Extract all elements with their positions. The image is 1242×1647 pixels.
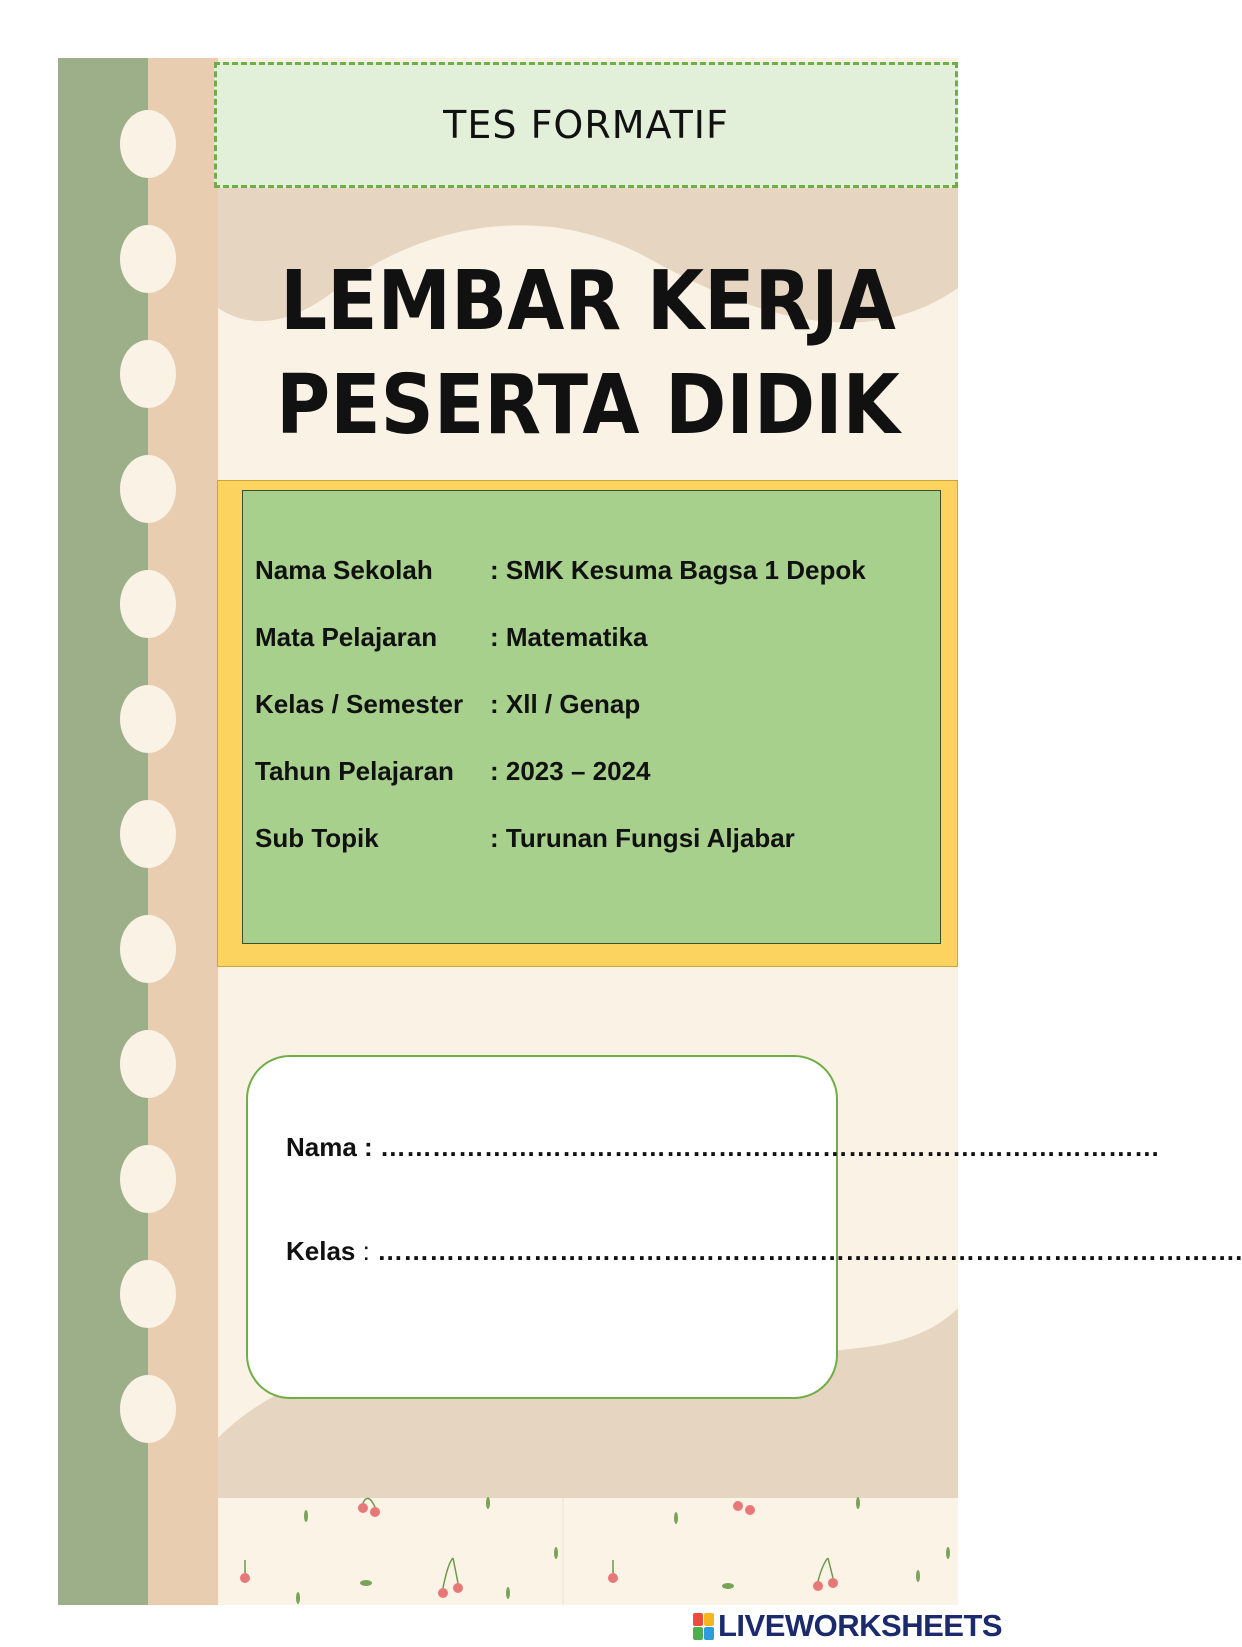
student-class-label: Kelas	[286, 1236, 356, 1266]
leaf-icon	[946, 1547, 950, 1559]
student-class-separator: :	[355, 1236, 378, 1266]
info-value: : 2023 – 2024	[490, 756, 651, 786]
info-label: Kelas / Semester	[255, 689, 464, 719]
logo-block	[693, 1627, 703, 1640]
cherry-pattern	[218, 1498, 958, 1605]
student-name-label: Nama	[286, 1132, 357, 1162]
binder-hole	[120, 1260, 176, 1328]
leaf-icon	[296, 1592, 300, 1604]
leaf-icon	[674, 1512, 678, 1524]
logo-block	[693, 1613, 703, 1626]
info-label: Tahun Pelajaran	[255, 756, 454, 786]
leaf-icon	[360, 1580, 372, 1586]
leaf-icon	[554, 1547, 558, 1559]
student-class-blank[interactable]: ……………………………………………………………………………………….	[377, 1236, 1242, 1266]
leaf-icon	[486, 1497, 490, 1509]
leaf-icon	[506, 1587, 510, 1599]
binder-hole	[120, 915, 176, 983]
info-value: : Turunan Fungsi Aljabar	[490, 823, 795, 853]
info-label: Mata Pelajaran	[255, 622, 438, 652]
student-class-field[interactable]	[286, 1236, 1242, 1267]
cover-title-line1: LEMBAR KERJA	[280, 254, 896, 349]
logo-block	[704, 1613, 714, 1626]
leaf-icon	[722, 1583, 734, 1589]
info-value: : Matematika	[490, 622, 648, 652]
cover-title	[255, 250, 921, 458]
binder-hole	[120, 1375, 176, 1443]
binder-hole	[120, 800, 176, 868]
binder-hole	[120, 110, 176, 178]
student-identity-card	[246, 1055, 838, 1399]
binder-hole	[120, 570, 176, 638]
leaf-icon	[916, 1570, 920, 1582]
header-banner	[214, 62, 958, 188]
liveworksheets-logo-icon	[693, 1613, 714, 1640]
liveworksheets-wordmark: LIVEWORKSHEETS	[718, 1608, 1003, 1643]
logo-block	[704, 1627, 714, 1640]
binder-hole	[120, 1030, 176, 1098]
info-label: Nama Sekolah	[255, 555, 433, 585]
info-value: : SMK Kesuma Bagsa 1 Depok	[490, 555, 866, 585]
binder-hole	[120, 1145, 176, 1213]
info-label: Sub Topik	[255, 823, 379, 853]
leaf-icon	[856, 1497, 860, 1509]
binder-hole	[120, 225, 176, 293]
leaf-icon	[304, 1510, 308, 1522]
binder-hole	[120, 455, 176, 523]
binder-hole	[120, 685, 176, 753]
student-name-field[interactable]	[286, 1132, 1160, 1163]
header-title: TES FORMATIF	[443, 103, 729, 147]
student-name-blank[interactable]: : ………………………………………………………………………………	[356, 1132, 1160, 1162]
cover-title-line2: PESERTA DIDIK	[276, 358, 900, 453]
binder-hole	[120, 340, 176, 408]
info-value: : Xll / Genap	[490, 689, 641, 719]
liveworksheets-watermark	[693, 1606, 1002, 1646]
